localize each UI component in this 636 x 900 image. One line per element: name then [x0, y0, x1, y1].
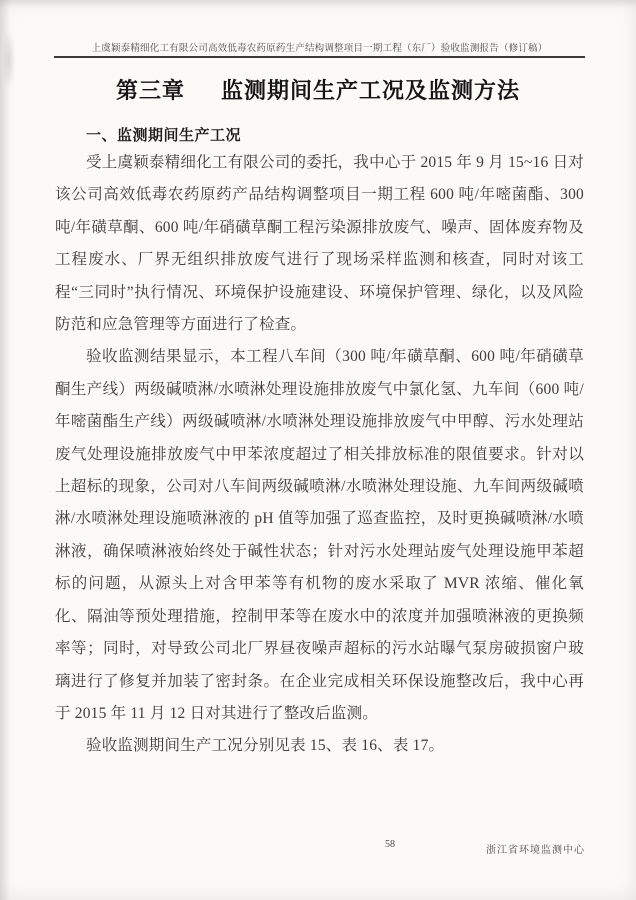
paragraph-3: 验收监测期间生产工况分别见表 15、表 16、表 17。 — [86, 737, 445, 755]
document-body — [55, 147, 584, 763]
chapter-number: 第三章 — [115, 78, 185, 103]
scan-edge-shadow-top — [0, 0, 636, 8]
page-footer — [55, 839, 585, 855]
paragraph-1: 受上虞颖泰精细化工有限公司的委托，我中心于 2015 年 9 月 15~16 日对该公司高效低毒农药原药产品结构调整项目一期工程 600 吨/年嘧菌酯、300 吨/年磺草酮、600 吨/年硝磺草酮工程污染源排放废气、噪声、固体废弃物及工程废水、厂界无组织排放废气进行了现场采样监测和核查，同时对该工程“三同时”执行情况、环境保护设施建设、环境保护管理、绿化，以及风险防范和应急管理等方面进行了检查。 — [55, 154, 584, 334]
section-heading: 一、监测期间生产工况 — [86, 127, 242, 144]
header-divider — [54, 56, 585, 58]
scan-edge-shadow-left — [0, 0, 10, 900]
running-header — [54, 40, 585, 54]
footer-organization: 浙江省环境监测中心 — [486, 845, 585, 856]
chapter-name: 监测期间生产工况及监测方法 — [221, 78, 521, 103]
chapter-title — [0, 74, 636, 105]
paragraph-2: 验收监测结果显示，本工程八车间（300 吨/年磺草酮、600 吨/年硝磺草酮生产线）两级碱喷淋/水喷淋处理设施排放废气中氯化氢、九车间（600 吨/年嘧菌酯生产线）两级碱喷淋/水喷淋处理设施排放废气中甲醇、污水处理站废气处理设施排放废气中甲苯浓度超过了相关排放标准的限值要求。针对以上超标的现象，公司对八车间两级碱喷淋/水喷淋处理设施、九车间两级碱喷淋/水喷淋处理设施喷淋液的 pH 值等加强了巡查监控，及时更换碱喷淋/水喷淋液，确保喷淋液始终处于碱性状态；针对污水处理站废气处理设施甲苯超标的问题，从源头上对含甲苯等有机物的废水采取了 MVR 浓缩、催化氧化、隔油等预处理措施，控制甲苯等在废水中的浓度并加强喷淋液的更换频率等；同时，对导致公司北厂界昼夜噪声超标的污水站曝气泵房破损窗户玻璃进行了修复并加装了密封条。在企业完成相关环保设施整改后，我中心再于 2015 年 11 月 12 日对其进行了整改后监测。 — [55, 348, 584, 722]
running-header-text: 上虞颖泰精细化工有限公司高效低毒农药原药生产结构调整项目一期工程（东厂）验收监测报告（修订稿） — [91, 44, 548, 54]
page-number: 58 — [385, 839, 395, 850]
